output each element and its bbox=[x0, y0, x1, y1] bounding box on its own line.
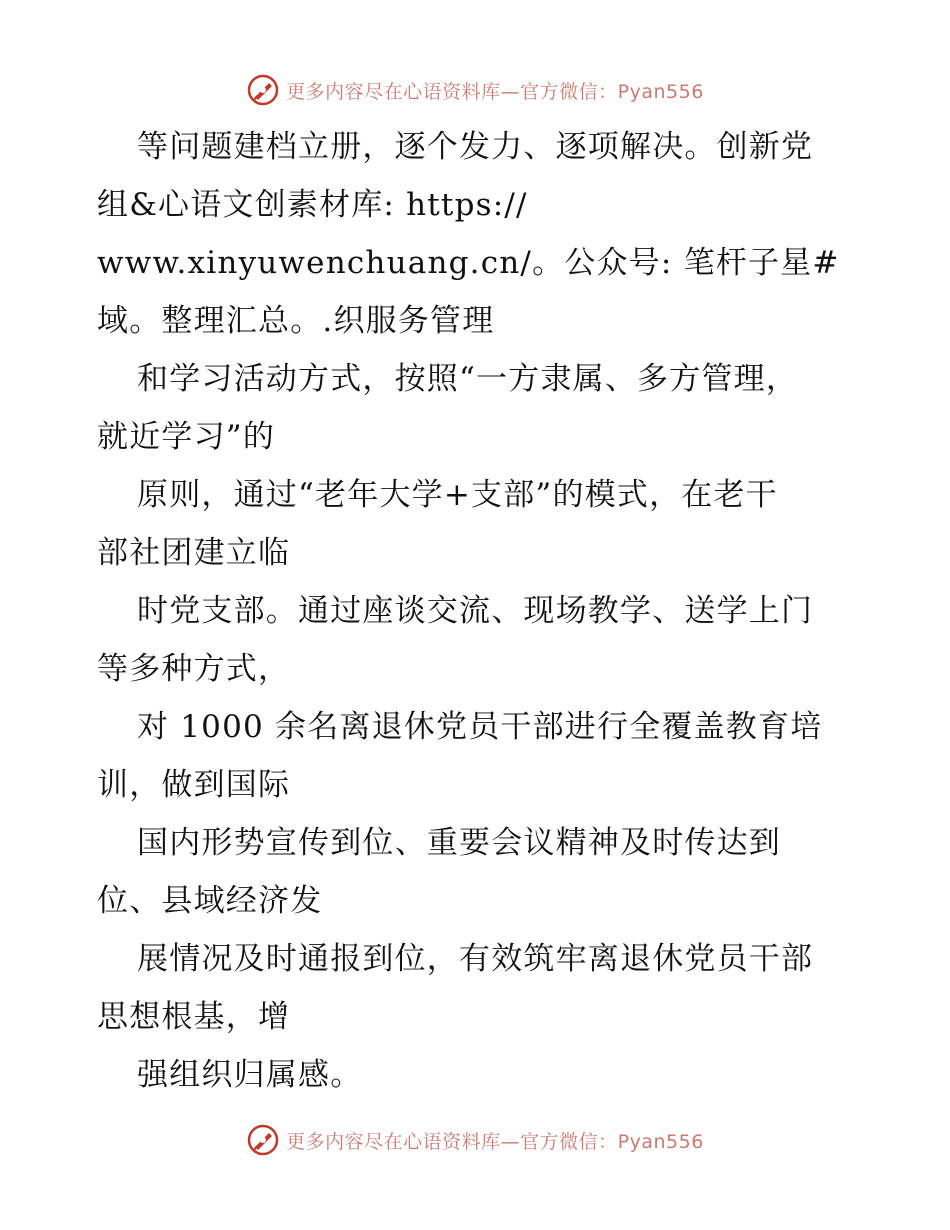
body-line: 等多种方式， bbox=[97, 651, 291, 687]
body-line: 思想根基，增 bbox=[97, 999, 291, 1035]
quill-seal-icon bbox=[246, 1123, 280, 1157]
body-line: 位、县域经济发 bbox=[97, 883, 323, 919]
body-line: 国内形势宣传到位、重要会议精神及时传达到 bbox=[137, 825, 781, 861]
body-line: www.xinyuwenchuang.cn/。公众号: 笔杆子星# bbox=[97, 245, 840, 281]
body-line: 原则，通过“老年大学+支部”的模式，在老干 bbox=[137, 477, 778, 513]
header-banner-text: 更多内容尽在心语资料库—官方微信：Pyan556 bbox=[286, 80, 704, 103]
body-line: 等问题建档立册，逐个发力、逐项解决。创新党 bbox=[137, 129, 814, 165]
document-body bbox=[97, 118, 857, 1104]
body-line: 展情况及时通报到位，有效筑牢离退休党员干部 bbox=[137, 941, 814, 977]
quill-seal-icon bbox=[246, 73, 280, 107]
body-line: 时党支部。通过座谈交流、现场教学、送学上门 bbox=[137, 593, 814, 629]
footer-banner bbox=[0, 1120, 950, 1160]
body-line: 就近学习”的 bbox=[97, 419, 276, 455]
body-line: 部社团建立临 bbox=[97, 535, 291, 571]
header-banner bbox=[0, 70, 950, 110]
body-line: 组&心语文创素材库: https:// bbox=[97, 187, 528, 223]
footer-banner-text: 更多内容尽在心语资料库—官方微信：Pyan556 bbox=[286, 1130, 704, 1153]
body-line: 强组织归属感。 bbox=[137, 1057, 363, 1093]
body-line: 对 1000 余名离退休党员干部进行全覆盖教育培 bbox=[137, 709, 823, 745]
body-line: 和学习活动方式，按照“一方隶属、多方管理， bbox=[137, 361, 799, 397]
body-line: 训，做到国际 bbox=[97, 767, 291, 803]
body-line: 域。整理汇总。.织服务管理 bbox=[97, 303, 495, 339]
